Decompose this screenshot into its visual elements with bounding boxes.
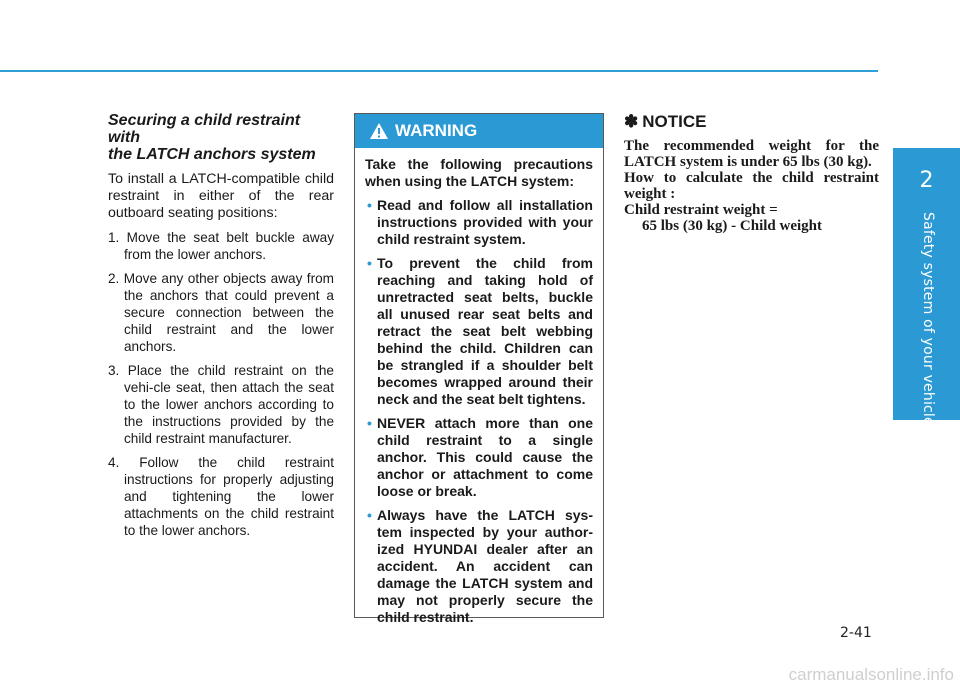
warning-intro: Take the following precautions when using the LATCH system: <box>365 156 593 189</box>
step-item: 3. Place the child restraint on the vehi-cle seat, then attach the seat to the lower anchors according to the instructions provided by the child restraint manufacturer. <box>108 363 334 446</box>
bullet-dot: • <box>367 255 372 271</box>
warning-bullet <box>365 255 593 408</box>
bullet-dot: • <box>367 197 372 213</box>
notice-line: How to calculate the child restraint weight : <box>624 170 879 202</box>
chapter-tab[interactable] <box>893 148 960 426</box>
warning-bullet <box>365 415 593 500</box>
warning-bullet <box>365 197 593 248</box>
intro-paragraph: To install a LATCH-compatible child restraint in either of the rear outboard seating positions: <box>108 171 334 221</box>
warning-box <box>354 113 604 625</box>
step-item: 4. Follow the child restraint instructions for properly adjusting and tightening the lower attachments on the child restraint to the lower anchors. <box>108 455 334 538</box>
notice-column <box>624 112 879 234</box>
latch-instructions-column <box>108 112 334 546</box>
page-number: 2-41 <box>840 625 872 641</box>
warning-triangle-icon <box>369 122 389 140</box>
warning-body <box>355 148 603 626</box>
warning-bullet-text: To prevent the child from reaching and taking hold of unretracted seat belts, buckle all unused rear seat belts and retract the seat belt webbing behind the child. Children can be strangled if a shoulder belt becomes wrapped around their neck and the seat belt tightens. <box>377 255 593 407</box>
section-heading <box>108 112 334 163</box>
warning-bullet-text: Read and follow all installation instructions provided with your child restraint system. <box>377 197 593 247</box>
step-item: 1. Move the seat belt buckle away from the lower anchors. <box>108 230 334 262</box>
section-heading-line1: Securing a child restraint with <box>108 112 301 146</box>
notice-title: NOTICE <box>642 112 707 131</box>
bullet-dot: • <box>367 415 372 431</box>
notice-formula: 65 lbs (30 kg) - Child weight <box>642 218 823 234</box>
warning-bullet-text: Always have the LATCH sys-tem inspected by your author-ized HYUNDAI dealer after an accident. An accident can damage the LATCH system and may not properly secure the child restraint. <box>377 507 593 625</box>
warning-header <box>355 114 603 148</box>
steps-list <box>108 229 334 539</box>
watermark: carmanualsonline.info <box>788 665 954 684</box>
chapter-number: 2 <box>919 168 934 193</box>
notice-asterisk-icon: ✽ <box>624 112 639 131</box>
warning-title: WARNING <box>395 121 478 140</box>
notice-heading <box>624 112 879 132</box>
notice-line: The recommended weight for the LATCH system is under 65 lbs (30 kg). <box>624 138 879 170</box>
warning-bullet <box>365 507 593 626</box>
warning-bullet-text: NEVER attach more than one child restraint to a single anchor. This could cause the anchor or attachment to come loose or break. <box>377 415 593 499</box>
chapter-title: Safety system of your vehicle <box>920 212 936 426</box>
warning-bullets <box>365 197 593 626</box>
step-item: 2. Move any other objects away from the anchors that could prevent a secure connection between the child restraint and the lower anchors. <box>108 271 334 354</box>
header-rule <box>0 70 878 72</box>
bullet-dot: • <box>367 507 372 523</box>
section-heading-line2: the LATCH anchors system <box>108 146 316 163</box>
notice-line: Child restraint weight = <box>624 202 778 218</box>
